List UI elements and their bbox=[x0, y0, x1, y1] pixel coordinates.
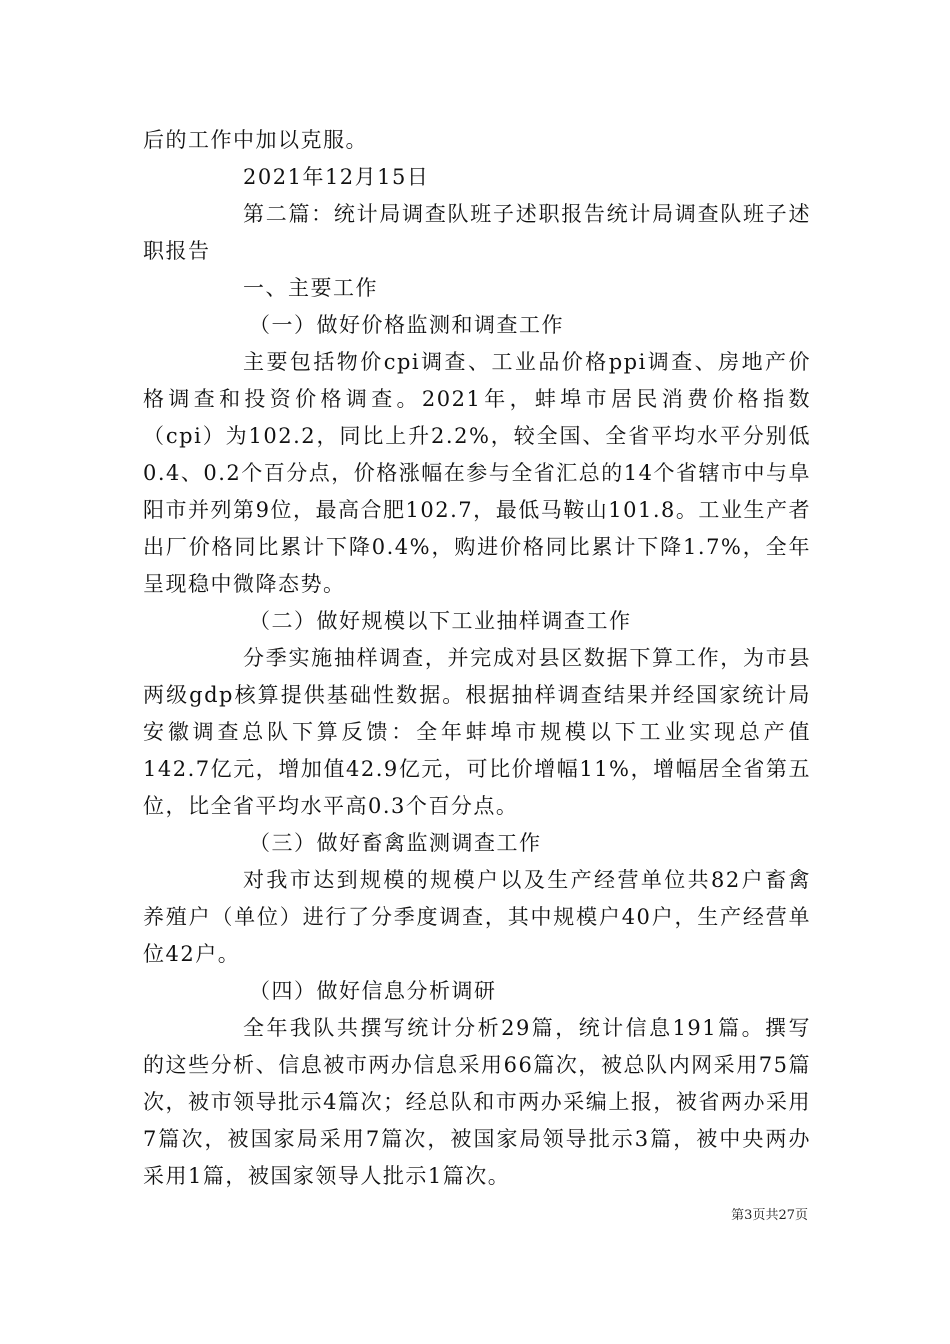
heading-main-work: 一、主要工作 bbox=[243, 276, 378, 300]
subheading-price: （一）做好价格监测和调查工作 bbox=[249, 313, 564, 337]
page-number: 第3页共27页 bbox=[731, 1208, 808, 1223]
subheading-industry: （二）做好规模以下工业抽样调查工作 bbox=[249, 609, 632, 633]
paragraph-closing: 后的工作中加以克服。 bbox=[143, 128, 368, 152]
paragraph-livestock: 对我市达到规模的规模户以及生产经营单位共82户畜禽养殖户（单位）进行了分季度调查，其中规模户40户，生产经营单位42户。 bbox=[143, 868, 811, 966]
date-line: 2021年12月15日 bbox=[243, 165, 430, 189]
section-title: 第二篇：统计局调查队班子述职报告统计局调查队班子述职报告 bbox=[143, 202, 811, 263]
subheading-livestock: （三）做好畜禽监测调查工作 bbox=[249, 831, 542, 855]
subheading-info: （四）做好信息分析调研 bbox=[249, 979, 497, 1003]
paragraph-info: 全年我队共撰写统计分析29篇，统计信息191篇。撰写的这些分析、信息被市两办信息采用66篇次，被总队内网采用75篇次，被市领导批示4篇次；经总队和市两办采编上报，被省两办采用7篇次，被国家局采用7篇次，被国家局领导批示3篇，被中央两办采用1篇，被国家领导人批示1篇次。 bbox=[143, 1016, 811, 1188]
paragraph-price: 主要包括物价cpi调查、工业品价格ppi调查、房地产价格调查和投资价格调查。2021年，蚌埠市居民消费价格指数（cpi）为102.2，同比上升2.2%，较全国、全省平均水平分别低0.4、0.2个百分点，价格涨幅在参与全省汇总的14个省辖市中与阜阳市并列第9位，最高合肥102.7，最低马鞍山101.8。工业生产者出厂价格同比累计下降0.4%，购进价格同比累计下降1.7%，全年呈现稳中微降态势。 bbox=[143, 350, 812, 596]
paragraph-industry: 分季实施抽样调查，并完成对县区数据下算工作，为市县两级gdp核算提供基础性数据。根据抽样调查结果并经国家统计局安徽调查总队下算反馈：全年蚌埠市规模以下工业实现总产值142.7亿元，增加值42.9亿元，可比价增幅11%，增幅居全省第五位，比全省平均水平高0.3个百分点。 bbox=[143, 646, 811, 818]
document-body bbox=[143, 122, 811, 1195]
